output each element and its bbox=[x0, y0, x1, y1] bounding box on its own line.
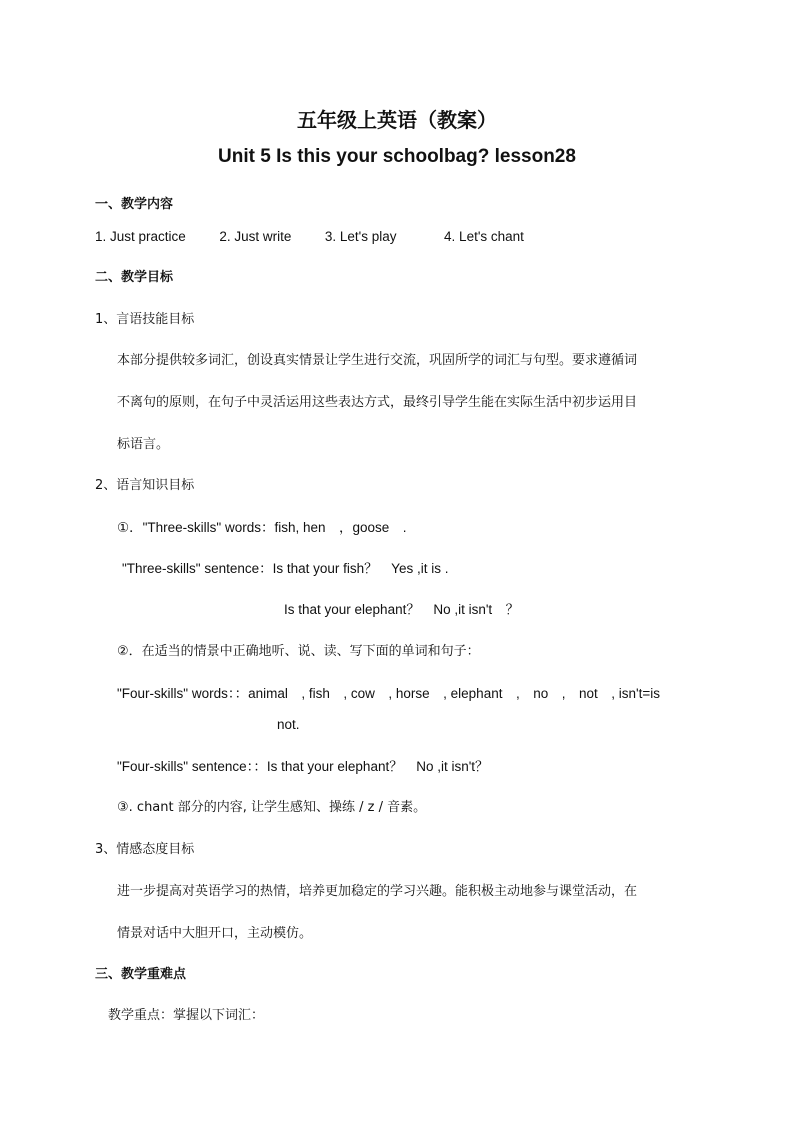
knowledge-line: "Four-skills" words：：animal , fish , cow , horse , elephant , no , not , isn't=is bbox=[117, 686, 660, 701]
section-heading-content: 一、教学内容 bbox=[95, 197, 174, 212]
content-item: 2. Just write bbox=[219, 229, 292, 244]
document-subtitle: Unit 5 Is this your schoolbag? lesson28 bbox=[218, 146, 576, 167]
section-heading-key-points: 三、教学重难点 bbox=[95, 967, 187, 982]
document-title: 五年级上英语（教案） bbox=[297, 108, 497, 132]
section-heading-objectives: 二、教学目标 bbox=[95, 270, 174, 285]
knowledge-line: "Three-skills" sentence：Is that your fish？ Yes ,it is . bbox=[122, 561, 449, 576]
knowledge-line: ②．在适当的情景中正确地听、说、读、写下面的单词和句子： bbox=[117, 644, 480, 659]
content-list bbox=[95, 229, 524, 244]
subheading-skills: 1、言语技能目标 bbox=[95, 312, 195, 327]
knowledge-line: ③. chant 部分的内容, 让学生感知、操练 / z / 音素。 bbox=[117, 800, 427, 815]
paragraph-line: 本部分提供较多词汇，创设真实情景让学生进行交流，巩固所学的词汇与句型。要求遵循词 bbox=[117, 353, 638, 368]
subheading-attitude: 3、情感态度目标 bbox=[95, 842, 195, 857]
knowledge-line: not. bbox=[277, 717, 300, 732]
paragraph-line: 进一步提高对英语学习的热情，培养更加稳定的学习兴趣。能积极主动地参与课堂活动，在 bbox=[117, 884, 638, 899]
paragraph-line: 不离句的原则，在句子中灵活运用这些表达方式，最终引导学生能在实际生活中初步运用目 bbox=[117, 395, 638, 410]
content-item: 4. Let's chant bbox=[444, 229, 524, 244]
content-item: 3. Let's play bbox=[324, 229, 397, 244]
content-item: 1. Just practice bbox=[95, 229, 186, 244]
knowledge-line: "Four-skills" sentence：：Is that your elephant？ No ,it isn't？ bbox=[117, 759, 489, 774]
paragraph-line: 情景对话中大胆开口，主动模仿。 bbox=[117, 926, 313, 941]
knowledge-line: Is that your elephant？ No ,it isn't ？ bbox=[284, 602, 520, 617]
paragraph-line: 标语言。 bbox=[117, 437, 170, 452]
key-points-line: 教学重点：掌握以下词汇： bbox=[108, 1008, 265, 1023]
subheading-knowledge: 2、语言知识目标 bbox=[95, 478, 195, 493]
knowledge-line: ①．"Three-skills" words：fish, hen ，goose . bbox=[117, 520, 407, 535]
